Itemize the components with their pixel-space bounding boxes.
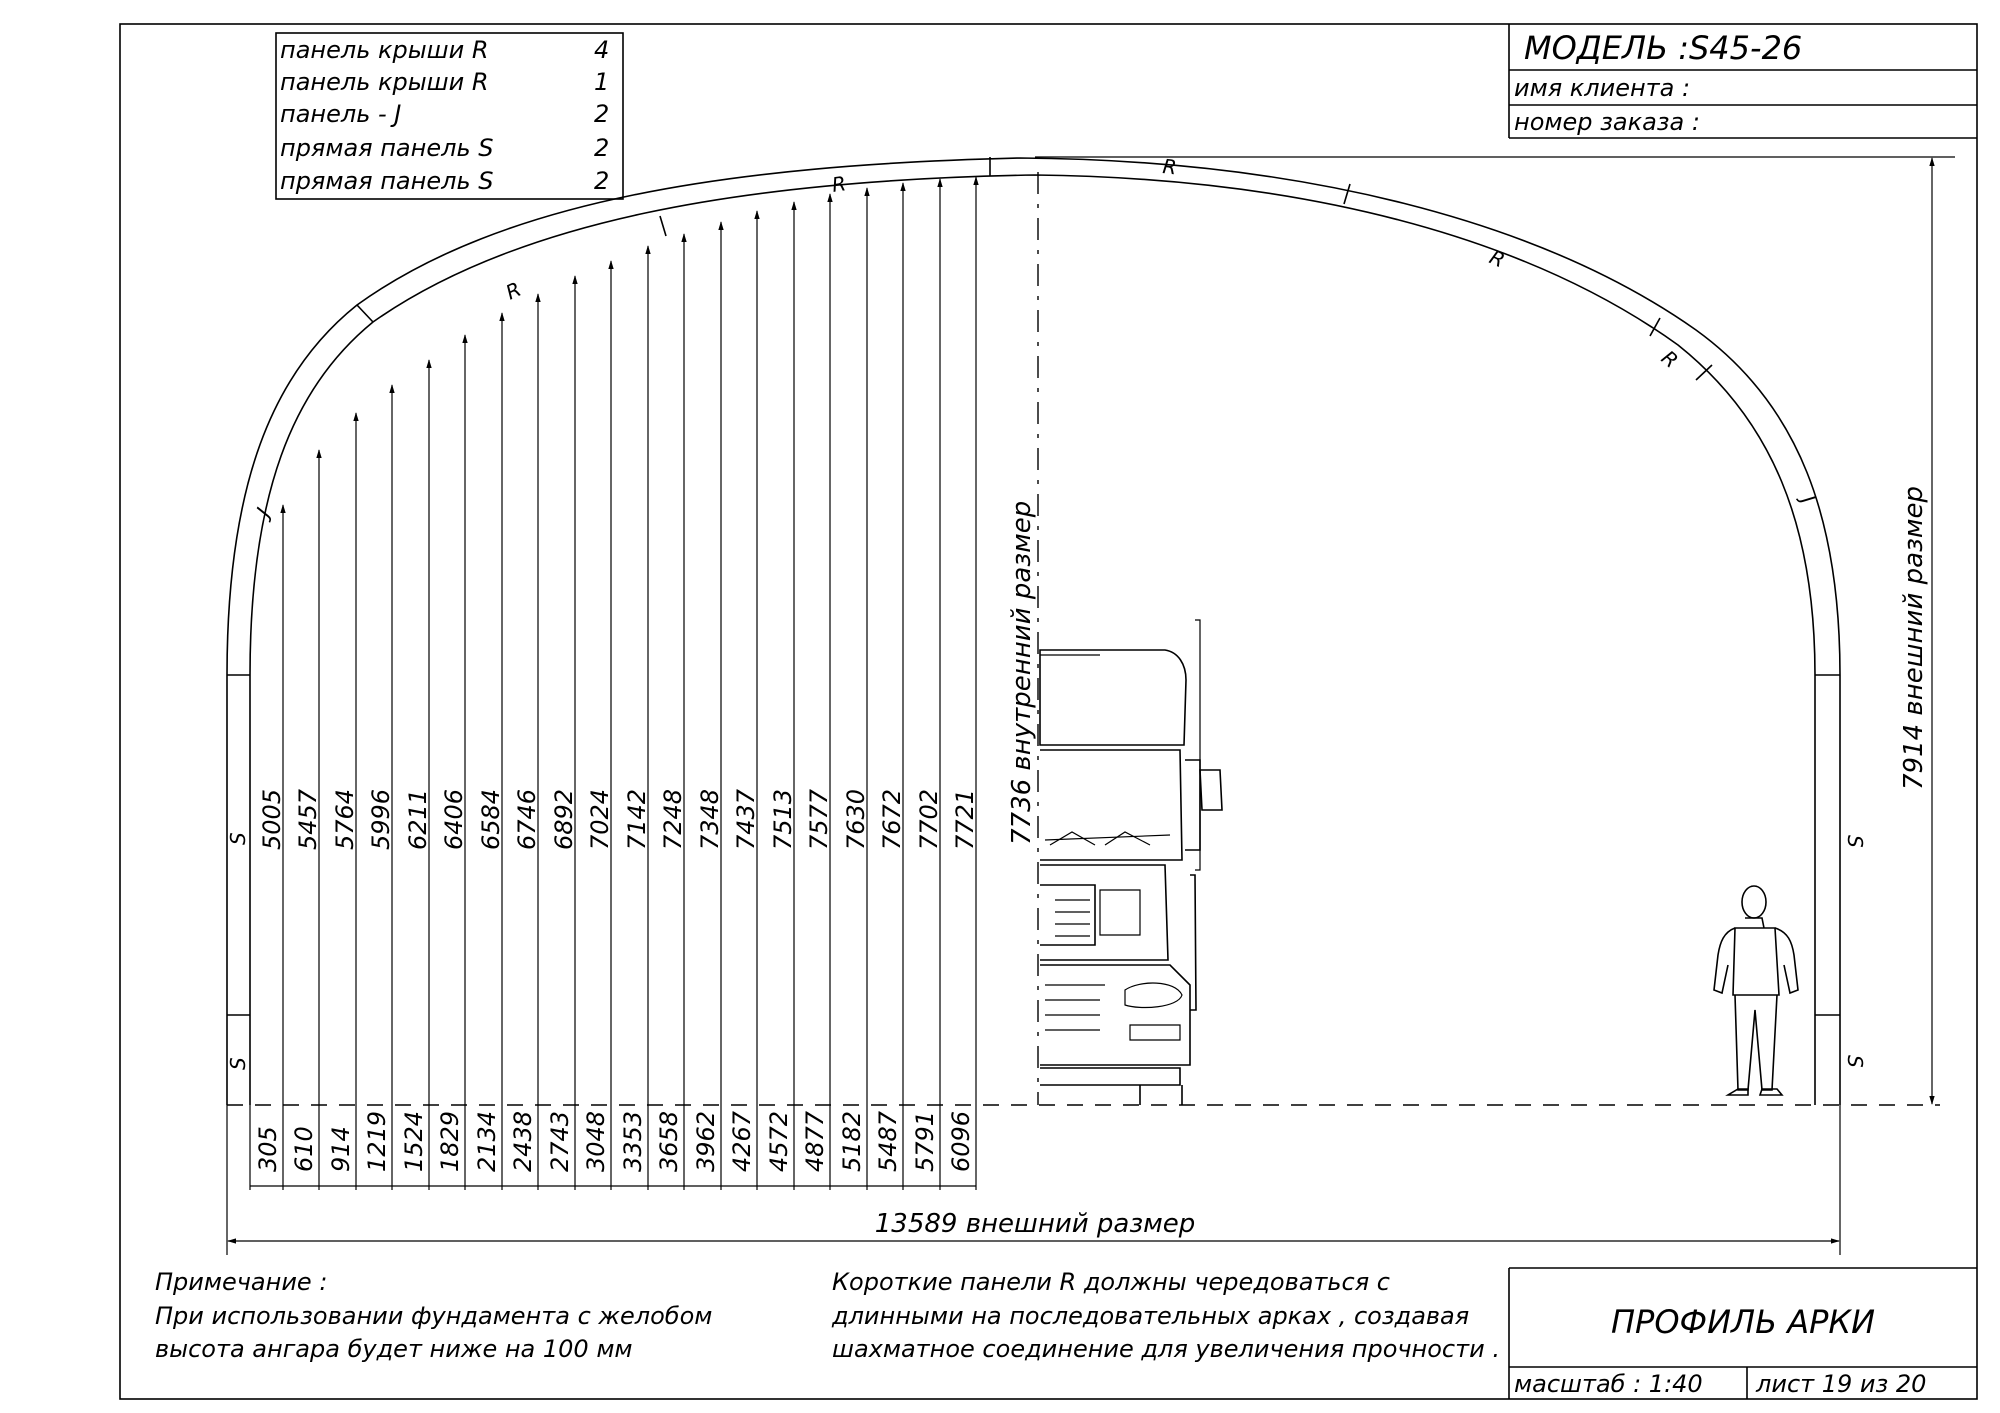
width-dimension-label: 13589 внешний размер (874, 1209, 1196, 1239)
notes (155, 1268, 1500, 1363)
height-value: 6892 (550, 788, 578, 850)
offset-value: 2134 (473, 1110, 501, 1172)
height-value: 7348 (696, 788, 724, 850)
offset-dimension-lines (250, 1105, 976, 1190)
height-value: 5996 (367, 788, 395, 850)
offset-value: 1829 (436, 1110, 464, 1172)
height-value: 7513 (769, 788, 797, 850)
panel-labels (226, 154, 1867, 1070)
parts-table (276, 33, 623, 199)
height-arrows (283, 177, 976, 1105)
offset-value: 3658 (655, 1110, 683, 1172)
height-value: 6746 (513, 788, 541, 850)
height-value: 7702 (915, 788, 943, 850)
height-value: 7437 (732, 788, 760, 850)
offset-value: 305 (254, 1126, 282, 1172)
height-value: 5457 (294, 788, 322, 850)
panel-label-s-right-bottom: S (1843, 1055, 1867, 1068)
height-value: 7577 (805, 788, 833, 850)
offset-value: 4572 (765, 1110, 793, 1172)
order-label: номер заказа : (1514, 108, 1700, 136)
scale-label: масштаб : 1:40 (1514, 1370, 1703, 1398)
part-row-3-name: панель - J (280, 100, 402, 128)
part-row-1-qty: 4 (594, 36, 610, 64)
panel-label-r-4: R (1485, 244, 1509, 273)
offset-value: 5791 (911, 1110, 939, 1172)
height-value: 7248 (659, 788, 687, 850)
height-value: 6406 (440, 788, 468, 850)
panel-label-r-1: R (501, 276, 525, 305)
height-value: 6211 (404, 788, 432, 850)
outer-height-dimension (1035, 157, 1955, 1104)
height-value: 6584 (477, 788, 505, 850)
drawing-title: ПРОФИЛЬ АРКИ (1610, 1303, 1876, 1341)
part-row-1-name: панель крыши R (280, 36, 489, 64)
drawing-frame (120, 24, 1977, 1399)
panel-label-s-left-top: S (226, 832, 250, 845)
part-row-2-name: панель крыши R (280, 68, 489, 96)
panel-label-r-3: R (1161, 154, 1178, 180)
offset-value: 1524 (400, 1110, 428, 1172)
offset-value: 3048 (582, 1110, 610, 1172)
truck-illustration (1040, 620, 1222, 1105)
panel-label-s-left-bottom: S (226, 1057, 250, 1070)
height-value: 5764 (331, 788, 359, 850)
offset-value: 2743 (546, 1110, 574, 1172)
offset-value: 2438 (509, 1110, 537, 1172)
width-dimension (227, 1105, 1840, 1255)
panel-label-j-left: J (251, 503, 276, 521)
sheet-label: лист 19 из 20 (1756, 1370, 1927, 1398)
note-left-line-1: При использовании фундамента с желобом (155, 1302, 713, 1330)
note-left-line-2: высота ангара будет ниже на 100 мм (155, 1335, 633, 1363)
note-right-line-2: длинными на последовательных арках , создавая (832, 1302, 1470, 1330)
offset-value: 914 (327, 1126, 355, 1172)
panel-label-j-right: J (1796, 491, 1821, 508)
height-value: 7142 (623, 788, 651, 850)
offset-value: 4267 (728, 1110, 756, 1172)
note-right-line-1: Короткие панели R должны чередоваться с (832, 1268, 1390, 1296)
offset-value: 3353 (619, 1110, 647, 1172)
part-row-4-name: прямая панель S (280, 134, 494, 162)
height-value: 7721 (951, 788, 979, 850)
height-labels (258, 788, 979, 850)
offset-value: 5182 (838, 1110, 866, 1172)
client-label: имя клиента : (1514, 74, 1691, 102)
offset-value: 3962 (692, 1110, 720, 1172)
part-row-2-qty: 1 (594, 68, 610, 96)
title-block-footer (1509, 1268, 1977, 1399)
height-value: 7630 (842, 788, 870, 850)
panel-label-s-right-top: S (1843, 835, 1867, 848)
panel-label-r-5: R (1656, 345, 1683, 373)
part-row-5-qty: 2 (594, 167, 610, 195)
part-row-3-qty: 2 (594, 100, 610, 128)
title-block-header (1509, 24, 1977, 138)
height-value: 7672 (878, 788, 906, 850)
height-value: 7024 (586, 788, 614, 850)
part-row-5-name: прямая панель S (280, 167, 494, 195)
note-title: Примечание : (155, 1268, 328, 1296)
offset-value: 6096 (947, 1110, 975, 1172)
offset-value: 4877 (801, 1110, 829, 1172)
inner-height-label: 7736 внутренний размер (1007, 500, 1037, 845)
offset-value: 1219 (363, 1110, 391, 1172)
person-illustration (1714, 886, 1798, 1095)
model-label: МОДЕЛЬ :S45-26 (1524, 29, 1803, 67)
offset-value: 5487 (874, 1110, 902, 1172)
panel-label-r-2: R (830, 171, 848, 197)
note-right-line-3: шахматное соединение для увеличения прочности . (832, 1335, 1500, 1363)
offset-value: 610 (290, 1126, 318, 1172)
part-row-4-qty: 2 (594, 134, 610, 162)
outer-height-label: 7914 внешний размер (1899, 486, 1929, 790)
height-value: 5005 (258, 788, 286, 850)
inner-height-dimension (1007, 501, 1037, 845)
